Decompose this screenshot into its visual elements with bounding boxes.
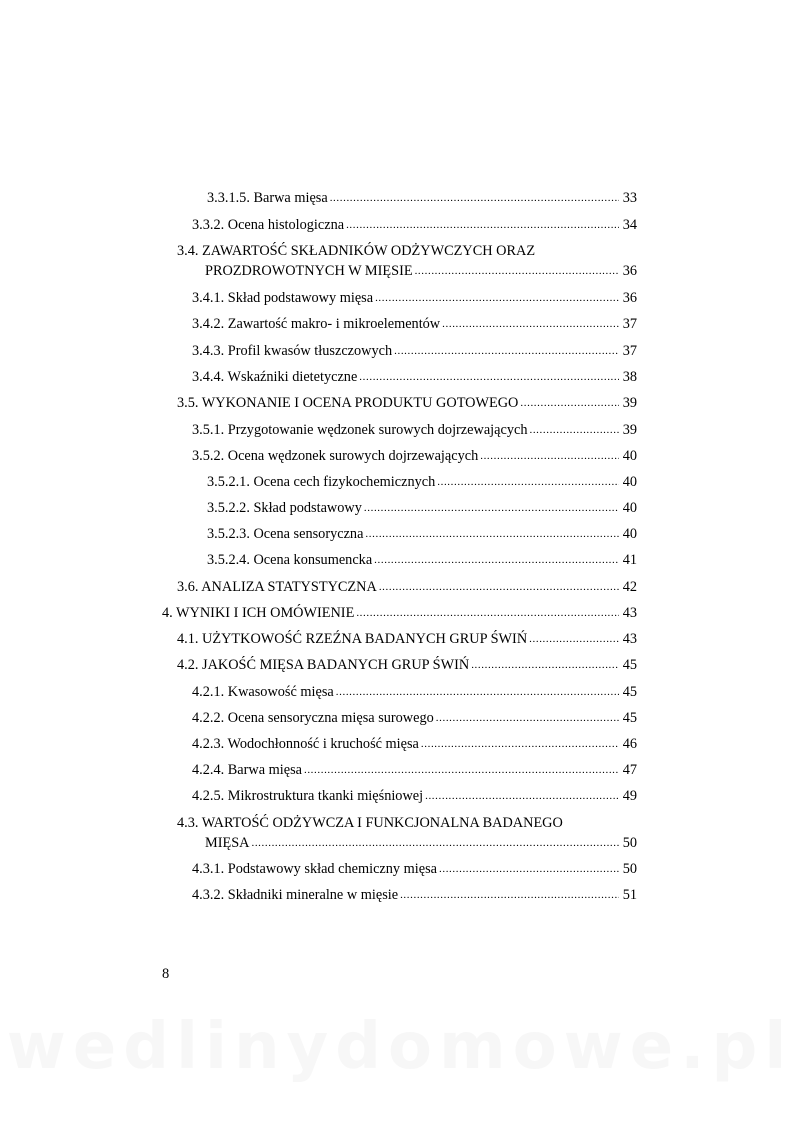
toc-entry-label: 4.2. JAKOŚĆ MIĘSA BADANYCH GRUP ŚWIŃ	[177, 657, 470, 673]
toc-entry	[207, 550, 637, 570]
dot-leader	[336, 682, 619, 702]
toc-entry	[162, 603, 637, 623]
toc-entry-page: 50	[622, 835, 637, 851]
toc-entry	[177, 629, 637, 649]
toc-entry-label: 3.4.2. Zawartość makro- i mikroelementów	[192, 316, 441, 332]
toc-entry-page: 40	[622, 448, 637, 464]
dot-leader	[421, 734, 619, 754]
toc-entry	[207, 524, 637, 544]
toc-entry-page: 33	[622, 190, 637, 206]
toc-entry-label: 3.6. ANALIZA STATYSTYCZNA	[177, 579, 377, 595]
toc-entry-label: 4.2.3. Wodochłonność i kruchość mięsa	[192, 736, 419, 752]
toc-entry	[192, 288, 637, 308]
dot-leader	[480, 446, 619, 466]
dot-leader	[400, 885, 619, 905]
dot-leader	[394, 341, 619, 361]
toc-entry-label: PROZDROWOTNYCH W MIĘSIE	[205, 263, 413, 279]
toc-entry-label: 3.4.4. Wskaźniki dietetyczne	[192, 369, 358, 385]
toc-entry-page: 40	[622, 526, 637, 542]
toc-entry-page: 36	[622, 263, 637, 279]
toc-entry-label: 4.3.2. Składniki mineralne w mięsie	[192, 887, 399, 903]
dot-leader	[346, 215, 619, 235]
toc-entry-page: 43	[622, 631, 637, 647]
toc-entry-page: 39	[622, 422, 637, 438]
toc-entry-label-line-1: 4.3. WARTOŚĆ ODŻYWCZA I FUNKCJONALNA BADANEGO	[177, 815, 563, 831]
toc-entry-page: 36	[622, 290, 637, 306]
toc-entry-page: 41	[622, 552, 637, 568]
dot-leader	[436, 708, 619, 728]
toc-entry-label: 3.5.2.3. Ocena sensoryczna	[207, 526, 364, 542]
toc-entry-page: 39	[622, 395, 637, 411]
toc-entry	[192, 367, 637, 387]
toc-entry	[177, 393, 637, 413]
toc-entry	[192, 215, 637, 235]
toc-entry-page: 51	[622, 887, 637, 903]
toc-entry-page: 40	[622, 474, 637, 490]
dot-leader	[529, 420, 619, 440]
toc-entry-page: 45	[622, 657, 637, 673]
dot-leader	[374, 550, 619, 570]
toc-entry-page: 49	[622, 788, 637, 804]
toc-entry-label: 4.2.4. Barwa mięsa	[192, 762, 302, 778]
dot-leader	[425, 786, 619, 806]
page-number: 8	[162, 966, 170, 982]
toc-entry	[205, 261, 637, 281]
toc-entry-label: 4.2.1. Kwasowość mięsa	[192, 684, 334, 700]
dot-leader	[365, 524, 619, 544]
toc-entry	[192, 682, 637, 702]
dot-leader	[251, 833, 619, 853]
dot-leader	[415, 261, 619, 281]
toc-entry	[177, 655, 637, 675]
dot-leader	[330, 188, 619, 208]
dot-leader	[471, 655, 619, 675]
dot-leader	[442, 314, 619, 334]
dot-leader	[439, 859, 619, 879]
toc-entry	[205, 833, 637, 853]
toc-entry	[207, 472, 637, 492]
toc-entry-page: 45	[622, 710, 637, 726]
toc-entry	[192, 341, 637, 361]
toc-entry-label: 4.2.2. Ocena sensoryczna mięsa surowego	[192, 710, 434, 726]
toc-entry-label: 4. WYNIKI I ICH OMÓWIENIE	[162, 605, 355, 621]
dot-leader	[304, 760, 619, 780]
toc-entry-label: 3.5.2.1. Ocena cech fizykochemicznych	[207, 474, 436, 490]
toc-entry-label: 3.5.1. Przygotowanie wędzonek surowych dojrzewających	[192, 422, 528, 438]
toc-entry	[192, 446, 637, 466]
toc-entry-page: 42	[622, 579, 637, 595]
toc-entry	[192, 760, 637, 780]
toc-entry-page: 47	[622, 762, 637, 778]
toc-entry-page: 37	[622, 316, 637, 332]
toc-entry-page: 37	[622, 343, 637, 359]
toc-entry	[192, 708, 637, 728]
dot-leader	[529, 629, 619, 649]
toc-entry-label: MIĘSA	[205, 835, 250, 851]
dot-leader	[379, 577, 619, 597]
toc-entry	[192, 885, 637, 905]
dot-leader	[364, 498, 619, 518]
toc-entry	[192, 786, 637, 806]
toc-entry-page: 40	[622, 500, 637, 516]
toc-entry-page: 43	[622, 605, 637, 621]
toc-entry-label: 3.5.2. Ocena wędzonek surowych dojrzewających	[192, 448, 479, 464]
toc-entry-label: 4.3.1. Podstawowy skład chemiczny mięsa	[192, 861, 437, 877]
dot-leader	[375, 288, 619, 308]
toc-entry-label-line-1: 3.4. ZAWARTOŚĆ SKŁADNIKÓW ODŻYWCZYCH ORAZ	[177, 243, 536, 259]
toc-entry-page: 34	[622, 217, 637, 233]
dot-leader	[356, 603, 619, 623]
dot-leader	[359, 367, 619, 387]
toc-entry	[207, 188, 637, 208]
toc-entry-label: 3.4.3. Profil kwasów tłuszczowych	[192, 343, 393, 359]
toc-entry	[177, 577, 637, 597]
toc-entry	[192, 420, 637, 440]
toc-entry	[192, 314, 637, 334]
toc-entry-label: 3.5.2.4. Ocena konsumencka	[207, 552, 373, 568]
watermark: wedlinydomowe.pl	[6, 1010, 794, 1084]
toc-entry-label: 3.3.2. Ocena histologiczna	[192, 217, 345, 233]
toc-entry-label: 4.1. UŻYTKOWOŚĆ RZEŹNA BADANYCH GRUP ŚWIŃ	[177, 631, 528, 647]
toc-entry	[192, 859, 637, 879]
toc-entry-page: 38	[622, 369, 637, 385]
toc-entry-label: 3.4.1. Skład podstawowy mięsa	[192, 290, 374, 306]
toc-entry-label: 3.3.1.5. Barwa mięsa	[207, 190, 328, 206]
toc-entry-page: 50	[622, 861, 637, 877]
toc-entry	[192, 734, 637, 754]
toc-entry-label: 3.5. WYKONANIE I OCENA PRODUKTU GOTOWEGO	[177, 395, 519, 411]
toc-entry	[207, 498, 637, 518]
toc-entry-page: 45	[622, 684, 637, 700]
toc-entry-label: 3.5.2.2. Skład podstawowy	[207, 500, 362, 516]
dot-leader	[437, 472, 619, 492]
toc-entry-label: 4.2.5. Mikrostruktura tkanki mięśniowej	[192, 788, 424, 804]
toc-entry-page: 46	[622, 736, 637, 752]
dot-leader	[520, 393, 619, 413]
